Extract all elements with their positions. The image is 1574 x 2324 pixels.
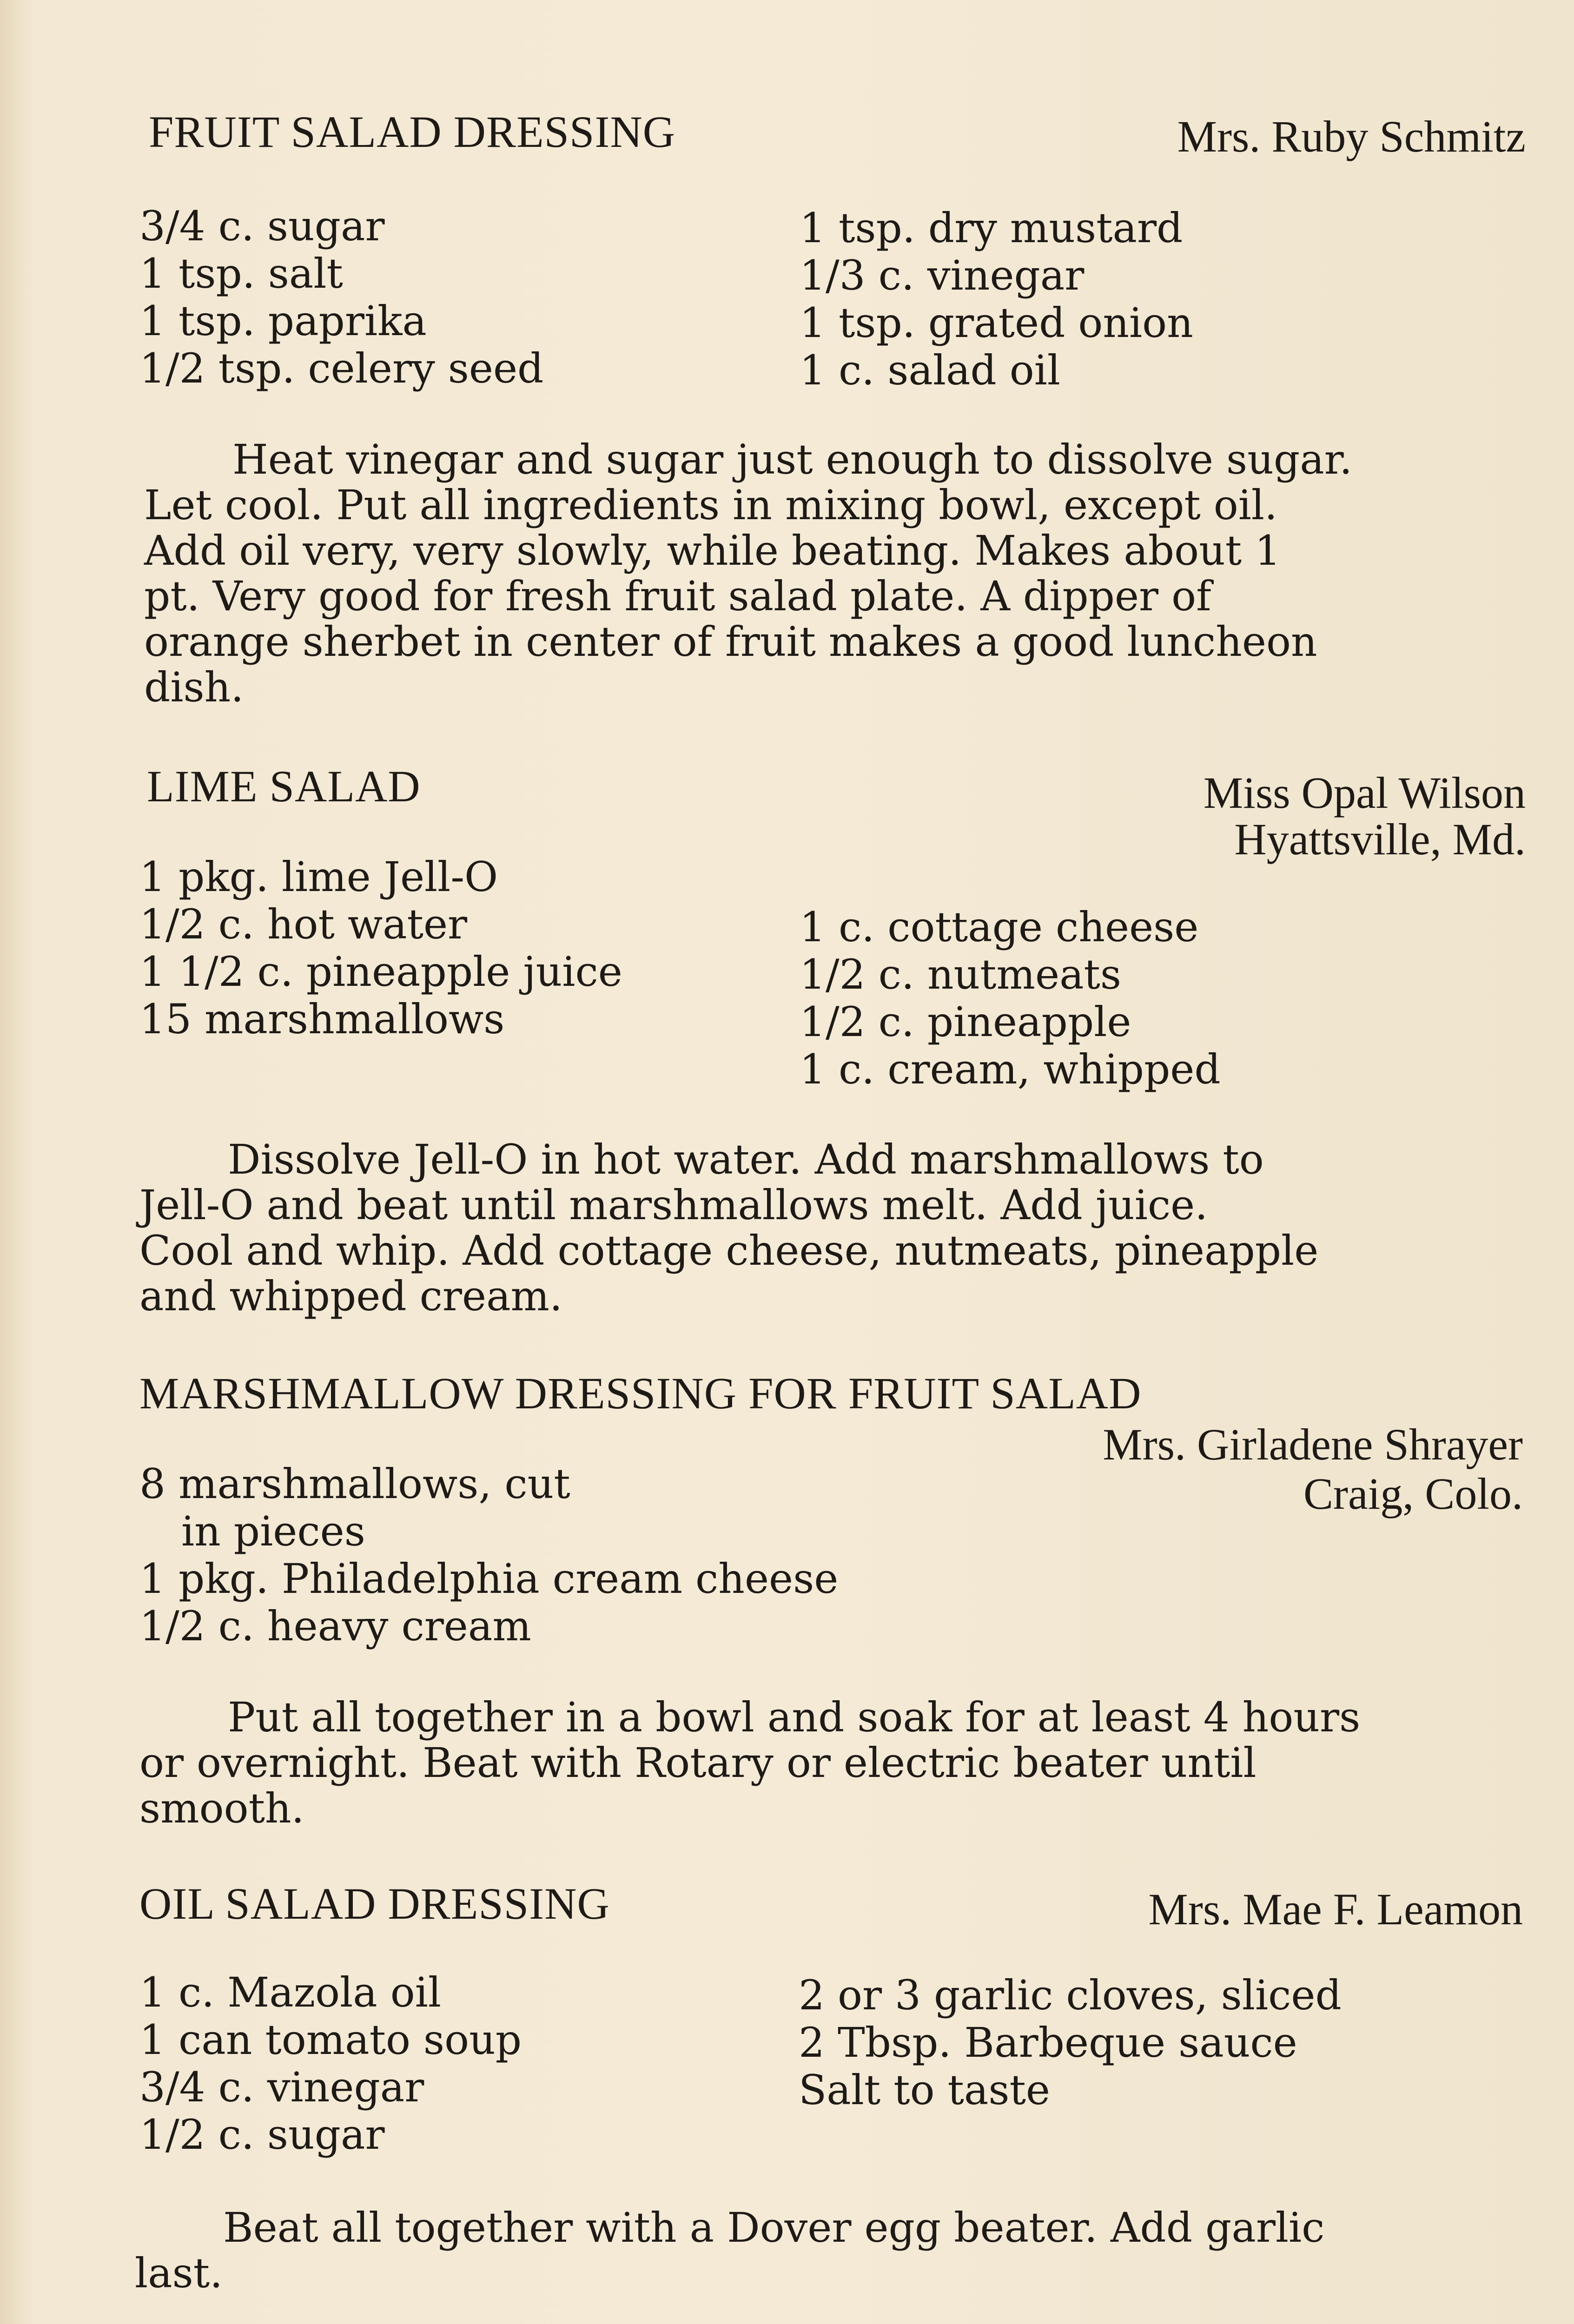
direction-line: pt. Very good for fresh fruit salad plate. A dipper of <box>144 572 1211 620</box>
ingredient: 2 Tbsp. Barbeque sauce <box>799 2019 1297 2067</box>
direction-line: Heat vinegar and sugar just enough to dissolve sugar. <box>232 436 1353 483</box>
ingredients-left <box>139 1460 838 1650</box>
ingredient: in pieces <box>181 1507 365 1555</box>
direction-line: Dissolve Jell-O in hot water. Add marshmallows to <box>228 1136 1264 1183</box>
ingredient: 1/2 c. pineapple <box>800 998 1131 1046</box>
direction-line: Let cool. Put all ingredients in mixing bowl, except oil. <box>144 481 1278 529</box>
ingredient: 3/4 c. vinegar <box>139 2063 424 2111</box>
ingredient: 1 pkg. Philadelphia cream cheese <box>139 1555 839 1603</box>
recipe-directions <box>139 1137 1318 1319</box>
ingredient: 1 can tomato soup <box>139 2016 522 2064</box>
ingredients-left <box>139 1969 522 2159</box>
ingredient: 2 or 3 garlic cloves, sliced <box>799 1971 1342 2019</box>
recipe-directions <box>144 437 1352 710</box>
ingredient: 1/2 c. heavy cream <box>139 1602 531 1650</box>
ingredients-left <box>139 853 622 1043</box>
ingredient: 1/3 c. vinegar <box>800 251 1085 299</box>
recipe-author: Mrs. Mae F. Leamon <box>1148 1884 1523 1934</box>
recipe-title: OIL SALAD DRESSING <box>139 1879 610 1928</box>
ingredient: 8 marshmallows, cut <box>139 1460 570 1508</box>
recipe-location: Hyattsville, Md. <box>1234 814 1526 864</box>
ingredient: 15 marshmallows <box>139 995 505 1043</box>
ingredient: 1 tsp. dry mustard <box>800 204 1183 252</box>
recipe-directions <box>139 1695 1360 1831</box>
direction-line: or overnight. Beat with Rotary or electric beater until <box>139 1739 1257 1787</box>
ingredient: 1 tsp. salt <box>139 250 343 297</box>
ingredient: 3/4 c. sugar <box>139 202 385 250</box>
ingredient: 1 c. Mazola oil <box>139 1968 441 2016</box>
ingredient: 1 c. cream, whipped <box>800 1045 1221 1093</box>
direction-line: Put all together in a bowl and soak for at least 4 hours <box>228 1693 1361 1741</box>
recipe-author: Mrs. Girladene Shrayer <box>1103 1419 1523 1469</box>
ingredient: 1/2 c. sugar <box>139 2111 385 2159</box>
recipe-title: LIME SALAD <box>147 761 421 811</box>
ingredient: 1 tsp. grated onion <box>800 299 1193 347</box>
ingredient: 1 pkg. lime Jell-O <box>139 853 498 901</box>
direction-line: last. <box>135 2249 223 2297</box>
ingredient: 1 c. salad oil <box>800 346 1060 394</box>
ingredient: 1/2 c. hot water <box>139 900 468 948</box>
direction-line: smooth. <box>139 1784 304 1832</box>
ingredient: Salt to taste <box>799 2066 1050 2114</box>
ingredients-left <box>139 203 543 392</box>
ingredient: 1/2 c. nutmeats <box>800 951 1122 998</box>
ingredients-right <box>800 205 1193 394</box>
direction-line: dish. <box>144 663 244 711</box>
ingredient: 1 c. cottage cheese <box>800 903 1199 951</box>
direction-line: Add oil very, very slowly, while beating. Makes about 1 <box>144 527 1281 574</box>
ingredients-right <box>800 904 1221 1093</box>
direction-line: Cool and whip. Add cottage cheese, nutmeats, pineapple <box>139 1227 1319 1274</box>
ingredient: 1 tsp. paprika <box>139 297 427 345</box>
ingredient: 1 1/2 c. pineapple juice <box>139 948 622 996</box>
recipe-directions <box>135 2205 1324 2296</box>
direction-line: Beat all together with a Dover egg beater. Add garlic <box>223 2204 1325 2251</box>
recipe-location: Craig, Colo. <box>1303 1469 1523 1519</box>
recipe-author: Miss Opal Wilson <box>1203 768 1526 818</box>
recipe-title: MARSHMALLOW DRESSING FOR FRUIT SALAD <box>139 1368 1142 1418</box>
direction-line: and whipped cream. <box>139 1272 562 1320</box>
ingredient: 1/2 tsp. celery seed <box>139 344 544 392</box>
ingredients-right <box>799 1972 1342 2114</box>
recipe-title: FRUIT SALAD DRESSING <box>149 107 676 157</box>
direction-line: Jell-O and beat until marshmallows melt. Add juice. <box>139 1181 1208 1229</box>
recipe-author: Mrs. Ruby Schmitz <box>1177 112 1526 161</box>
direction-line: orange sherbet in center of fruit makes a good luncheon <box>144 618 1317 666</box>
